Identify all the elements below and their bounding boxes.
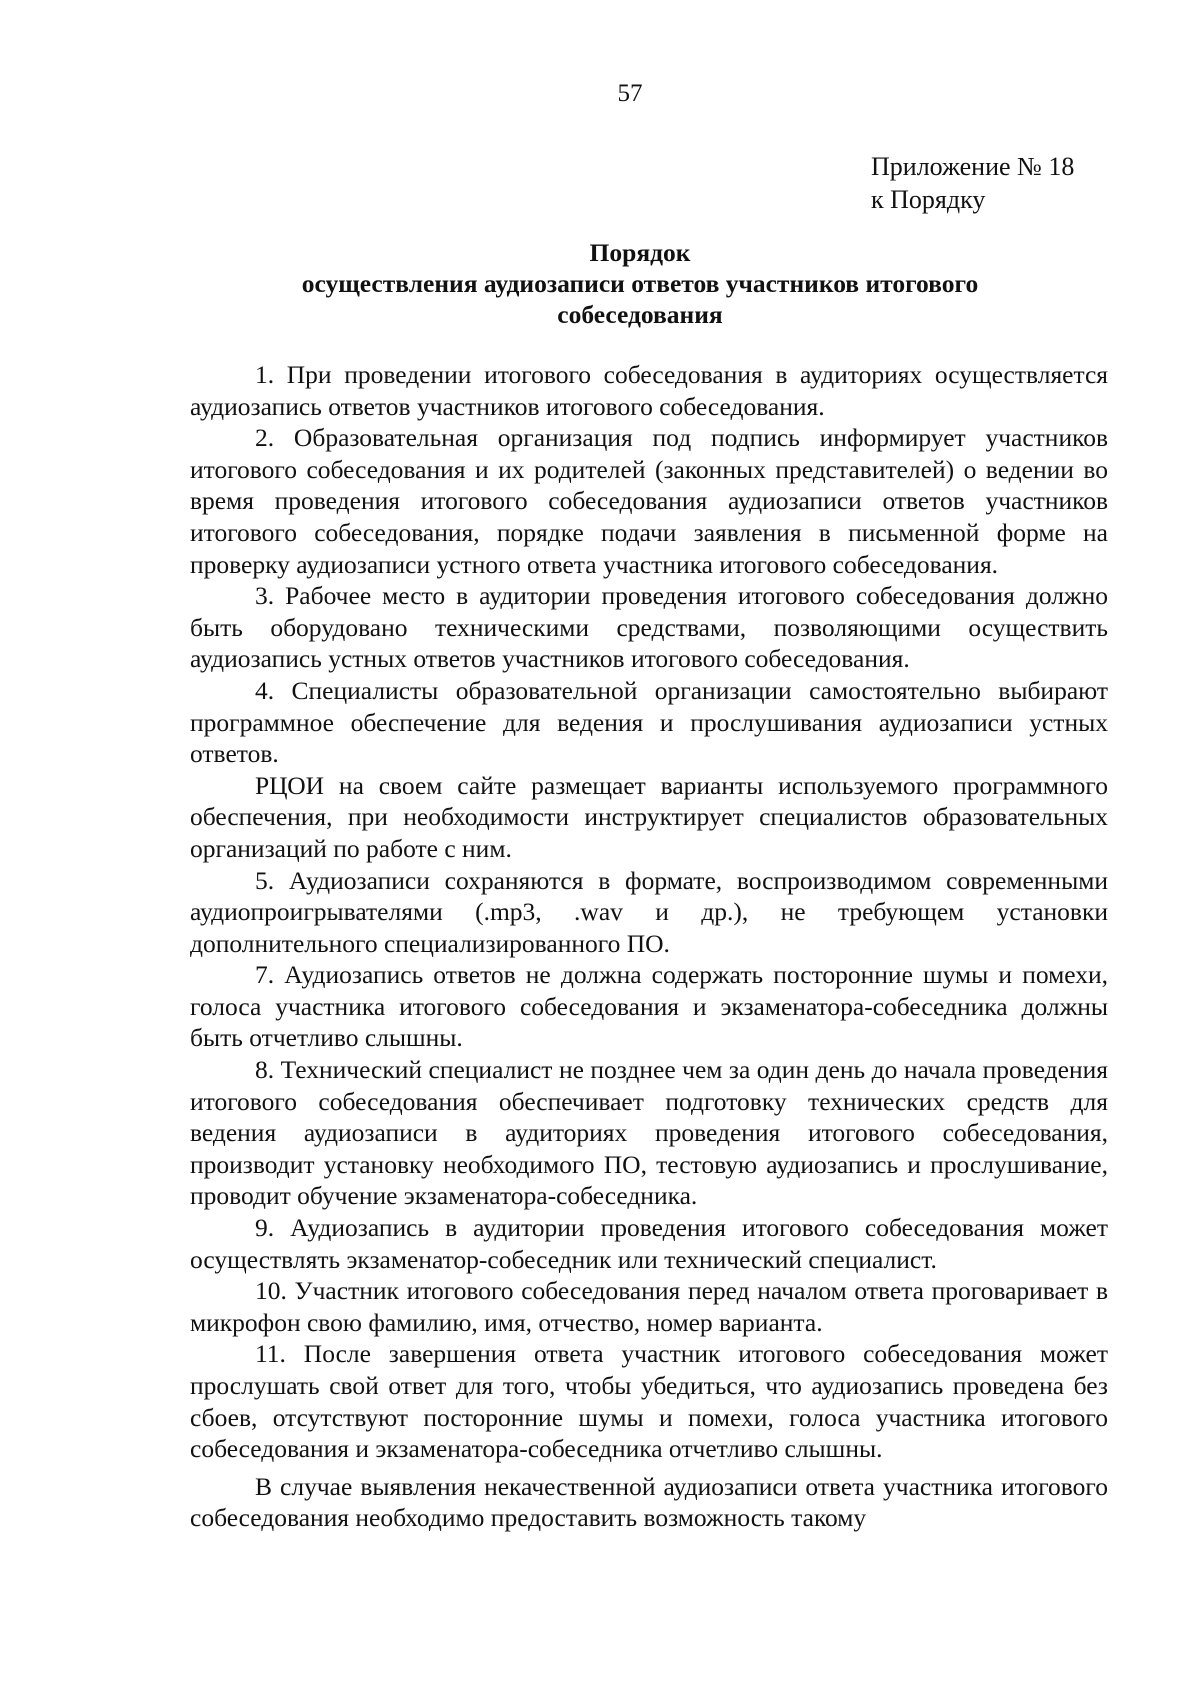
paragraph-poor-recording: В случае выявления некачественной аудиозаписи ответа участника итогового собеседования необходимо предоставить возможность такому: [190, 1471, 1108, 1533]
title-line-2: осуществления аудиозаписи ответов участников итогового: [301, 269, 979, 298]
document-title: [280, 237, 1000, 330]
paragraph-4: 4. Специалисты образовательной организации самостоятельно выбирают программное обеспечение для ведения и прослушивания аудиозаписи устных ответов.: [190, 675, 1108, 769]
paragraph-8: 8. Технический специалист не позднее чем за один день до начала проведения итогового собеседования обеспечивает подготовку технических средств для ведения аудиозаписи в аудиториях проведения итогового собеседования, производит установку необходимого ПО, тестовую аудиозапись и прослушивание, проводит обучение экзаменатора-собеседника.: [190, 1055, 1108, 1211]
appendix-line-1: Приложение № 18: [871, 152, 1075, 181]
paragraph-10: 10. Участник итогового собеседования перед началом ответа проговаривает в микрофон свою фамилию, имя, отчество, номер варианта.: [190, 1276, 1108, 1337]
appendix-line-2: к Порядку: [871, 185, 986, 214]
paragraph-11: 11. После завершения ответа участник итогового собеседования может прослушать свой ответ для того, чтобы убедиться, что аудиозапись проведена без сбоев, отсутствуют посторонние шумы и помехи, голоса участника итогового собеседования и экзаменатора-собеседника отчетливо слышны.: [190, 1339, 1108, 1464]
paragraph-3: 3. Рабочее место в аудитории проведения итогового собеседования должно быть оборудовано техническими средствами, позволяющими осуществить аудиозапись устных ответов участников итогового собеседования.: [190, 581, 1108, 674]
appendix-reference: [871, 150, 1074, 216]
title-line-3: собеседования: [557, 300, 723, 329]
paragraph-9: 9. Аудиозапись в аудитории проведения итогового собеседования может осуществлять экзаменатор-собеседник или технический специалист.: [190, 1213, 1108, 1274]
title-line-1: Порядок: [589, 238, 691, 267]
document-body: [190, 359, 1108, 1534]
paragraph-7: 7. Аудиозапись ответов не должна содержать посторонние шумы и помехи, голоса участника итогового собеседования и экзаменатора-собеседника должны быть отчетливо слышны.: [190, 960, 1108, 1053]
page-number: 57: [617, 80, 643, 107]
paragraph-2: 2. Образовательная организация под подпись информирует участников итогового собеседования и их родителей (законных представителей) о ведении во время проведения итогового собеседования аудиозаписи ответов участников итогового собеседования, порядке подачи заявления в письменной форме на проверку аудиозаписи устного ответа участника итогового собеседования.: [190, 423, 1108, 579]
paragraph-1: 1. При проведении итогового собеседования в аудиториях осуществляется аудиозапись ответов участников итогового собеседования.: [190, 360, 1108, 421]
paragraph-rcoi: РЦОИ на своем сайте размещает варианты используемого программного обеспечения, при необходимости инструктирует специалистов образовательных организаций по работе с ним.: [190, 770, 1108, 863]
paragraph-5: 5. Аудиозаписи сохраняются в формате, воспроизводимом современными аудиопроигрывателями (.mp3, .wav и др.), не требующем установки дополнительного специализированного ПО.: [190, 865, 1108, 958]
